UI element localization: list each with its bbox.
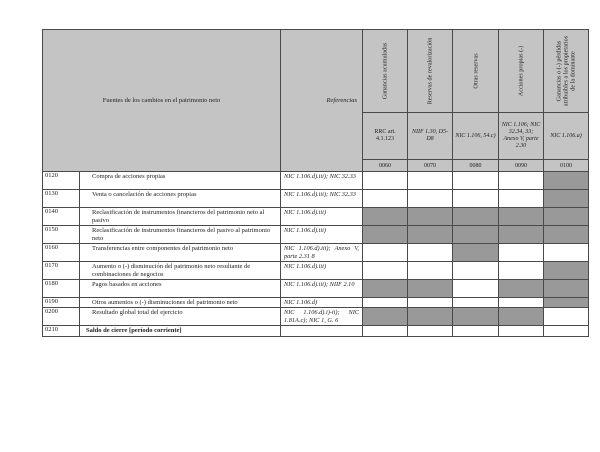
shaded-cell — [544, 226, 589, 244]
shaded-cell — [453, 308, 499, 326]
shaded-cell — [544, 280, 589, 298]
value-cell[interactable] — [363, 298, 408, 308]
table-header — [43, 30, 589, 172]
row-label: Aumento o (-) disminución del patrimonio neto resultante de combinaciones de negocios — [80, 262, 281, 280]
row-label: Compra de acciones propias — [80, 172, 281, 190]
column-title-0060: Ganancias acumuladas — [363, 30, 408, 113]
shaded-cell — [363, 208, 408, 226]
value-cell[interactable] — [499, 244, 544, 262]
column-title-0070: Reservas de revalorización — [408, 30, 453, 113]
shaded-cell — [544, 208, 589, 226]
row-code: 0170 — [43, 262, 80, 280]
equity-changes-table — [42, 29, 589, 337]
table-row — [43, 280, 589, 298]
column-ref-0100: NIC 1.106.a) — [544, 113, 589, 160]
column-ref-0070: NIIF 1.30, D5-D8 — [408, 113, 453, 160]
value-cell[interactable] — [453, 172, 499, 190]
shaded-cell — [544, 298, 589, 308]
row-code: 0200 — [43, 308, 80, 326]
row-label: Otros aumentos o (-) disminuciones del patrimonio neto — [80, 298, 281, 308]
row-reference: NIC 1.106.d).iii); NIC 32.33 — [281, 172, 363, 190]
shaded-cell — [544, 172, 589, 190]
value-cell[interactable] — [453, 326, 499, 337]
shaded-cell — [544, 262, 589, 280]
value-cell[interactable] — [408, 298, 453, 308]
shaded-cell — [408, 226, 453, 244]
column-ref-0080: NIC 1.106, 54.c) — [453, 113, 499, 160]
table-row — [43, 262, 589, 280]
value-cell[interactable] — [363, 172, 408, 190]
value-cell[interactable] — [499, 262, 544, 280]
value-cell[interactable] — [408, 172, 453, 190]
row-code: 0150 — [43, 226, 80, 244]
column-title-0100: Ganancias o (-) pérdidas atribuibles a los propietarios de la dominante — [544, 30, 589, 113]
table-row — [43, 298, 589, 308]
value-cell[interactable] — [453, 262, 499, 280]
row-code: 0190 — [43, 298, 80, 308]
column-code-0090: 0090 — [499, 160, 544, 172]
value-cell[interactable] — [453, 190, 499, 208]
value-cell[interactable] — [408, 262, 453, 280]
value-cell[interactable] — [499, 326, 544, 337]
value-cell[interactable] — [544, 308, 589, 326]
row-code: 0160 — [43, 244, 80, 262]
value-cell[interactable] — [363, 262, 408, 280]
value-cell[interactable] — [499, 172, 544, 190]
row-code: 0180 — [43, 280, 80, 298]
row-reference: NIC 1.106.d).iii) — [281, 226, 363, 244]
value-cell[interactable] — [544, 326, 589, 337]
column-code-0070: 0070 — [408, 160, 453, 172]
row-code: 0140 — [43, 208, 80, 226]
shaded-cell — [408, 208, 453, 226]
column-code-0060: 0060 — [363, 160, 408, 172]
row-code: 0120 — [43, 172, 80, 190]
table-row — [43, 172, 589, 190]
value-cell[interactable] — [544, 244, 589, 262]
shaded-cell — [363, 226, 408, 244]
row-label: Venta o cancelación de acciones propias — [80, 190, 281, 208]
shaded-cell — [453, 208, 499, 226]
value-cell[interactable] — [453, 298, 499, 308]
shaded-cell — [544, 190, 589, 208]
shaded-cell — [499, 280, 544, 298]
value-cell[interactable] — [363, 244, 408, 262]
shaded-cell — [408, 308, 453, 326]
row-label: Reclasificación de instrumentos financieros del patrimonio neto al pasivo — [80, 208, 281, 226]
shaded-cell — [499, 308, 544, 326]
value-cell[interactable] — [363, 326, 408, 337]
row-reference: NIC 1.106.d) — [281, 298, 363, 308]
table-body — [43, 172, 589, 337]
shaded-cell — [363, 280, 408, 298]
row-reference: NIC 1.106.d).iii); NIC 32.33 — [281, 190, 363, 208]
column-title-0090: Acciones propias (-) — [499, 30, 544, 113]
row-code: 0210 — [43, 326, 80, 337]
table-row — [43, 308, 589, 326]
header-references-label: Referencias — [281, 30, 363, 172]
column-ref-0090: NIC 1.106; NIC 32.34, 33; Anexo V, parte 2.30 — [499, 113, 544, 160]
table-row — [43, 326, 589, 337]
shaded-cell — [363, 308, 408, 326]
row-reference: NIC 1.106.d).iii) — [281, 262, 363, 280]
row-reference: NIC 1.106.d).i)-ii); NIC 1.81A.c); NIC 1, G. 6 — [281, 308, 363, 326]
row-label: Resultado global total del ejercicio — [80, 308, 281, 326]
row-reference — [281, 326, 363, 337]
value-cell[interactable] — [499, 298, 544, 308]
column-code-0100: 0100 — [544, 160, 589, 172]
value-cell[interactable] — [453, 280, 499, 298]
table-row — [43, 244, 589, 262]
row-code: 0130 — [43, 190, 80, 208]
shaded-cell — [408, 280, 453, 298]
shaded-cell — [499, 226, 544, 244]
row-label: Saldo de cierre [período corriente] — [80, 326, 281, 337]
row-label: Pagos basados en acciones — [80, 280, 281, 298]
shaded-cell — [453, 244, 499, 262]
value-cell[interactable] — [408, 326, 453, 337]
shaded-cell — [499, 208, 544, 226]
value-cell[interactable] — [408, 244, 453, 262]
table-row — [43, 190, 589, 208]
value-cell[interactable] — [408, 190, 453, 208]
value-cell[interactable] — [363, 190, 408, 208]
table-row — [43, 226, 589, 244]
row-label: Transferencias entre componentes del patrimonio neto — [80, 244, 281, 262]
table-row — [43, 208, 589, 226]
shaded-cell — [453, 226, 499, 244]
row-reference: NIC 1.106.d).iii); NIIF 2.10 — [281, 280, 363, 298]
row-reference: NIC 1.106.d).iii); Anexo V, parte 2.31 8 — [281, 244, 363, 262]
row-reference: NIC 1.106.d).iii) — [281, 208, 363, 226]
column-ref-0060: RRC art. 4.1.123 — [363, 113, 408, 160]
column-title-0080: Otras reservas — [453, 30, 499, 113]
column-code-0080: 0080 — [453, 160, 499, 172]
value-cell[interactable] — [499, 190, 544, 208]
row-label: Reclasificación de instrumentos financieros del pasivo al patrimonio neto — [80, 226, 281, 244]
header-main-title: Fuentes de los cambios en el patrimonio neto — [43, 30, 281, 172]
